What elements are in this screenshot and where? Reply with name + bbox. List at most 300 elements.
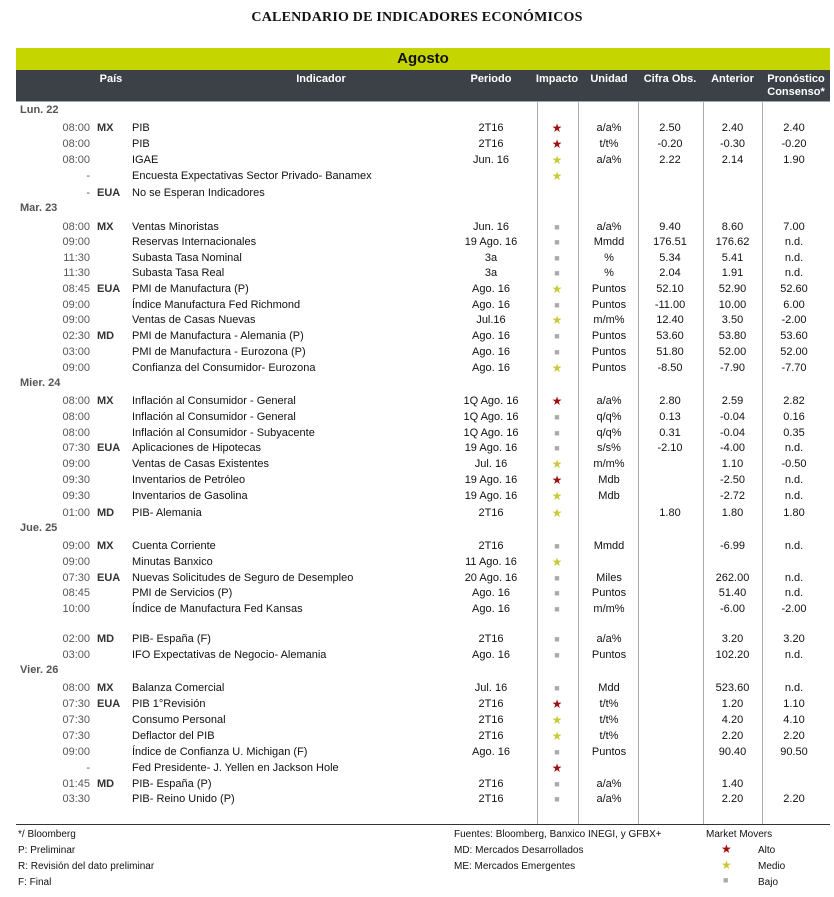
impact-low-square-icon: ■ <box>554 747 560 757</box>
table-row <box>16 632 830 646</box>
row-forecast: n.d. <box>784 682 804 694</box>
row-forecast: 52.00 <box>780 346 808 358</box>
table-row <box>16 602 830 616</box>
impact-low-square-icon: ■ <box>554 347 560 357</box>
row-forecast: 6.00 <box>783 299 805 311</box>
row-period: 3a <box>484 252 498 264</box>
row-unit: a/a% <box>596 122 622 134</box>
row-indicator: Aplicaciones de Hipotecas <box>132 442 262 454</box>
row-indicator: Balanza Comercial <box>132 682 225 694</box>
table-row <box>16 489 830 503</box>
row-forecast: 53.60 <box>780 330 808 342</box>
row-unit: Mdb <box>598 490 620 502</box>
row-period: Jun. 16 <box>472 221 510 233</box>
row-time: 09:00 <box>62 746 90 758</box>
row-forecast: 1.10 <box>783 698 805 710</box>
legend-medio: Medio <box>758 861 786 872</box>
row-time: 09:30 <box>62 474 90 486</box>
row-time: 03:30 <box>62 793 90 805</box>
row-previous: 2.20 <box>721 793 744 805</box>
table-row <box>16 506 830 520</box>
impact-mid-star-icon: ★ <box>551 282 563 296</box>
note-bloomberg: */ Bloomberg <box>18 829 76 840</box>
row-unit: t/t% <box>599 698 619 710</box>
row-unit: Mdb <box>598 474 620 486</box>
row-forecast: n.d. <box>784 540 804 552</box>
row-time: 09:00 <box>62 556 90 568</box>
table-row <box>16 282 830 296</box>
table-row <box>16 345 830 359</box>
row-unit: q/q% <box>596 427 622 439</box>
row-previous: 1.80 <box>721 507 744 519</box>
header-periodo: Periodo <box>470 73 512 85</box>
row-unit: t/t% <box>599 138 619 150</box>
row-indicator: Inflación al Consumidor - General <box>132 395 296 407</box>
table-row <box>16 394 830 408</box>
row-previous: 90.40 <box>718 746 747 758</box>
row-unit: a/a% <box>596 793 622 805</box>
row-period: 2T16 <box>478 793 504 805</box>
row-period: 2T16 <box>478 138 504 150</box>
row-time: 08:00 <box>62 221 90 233</box>
footer-md: MD: Mercados Desarrollados <box>454 845 584 856</box>
note-final: F: Final <box>18 877 52 888</box>
row-unit: m/m% <box>593 603 625 615</box>
table-row <box>16 329 830 343</box>
row-indicator: Inflación al Consumidor - General <box>132 411 296 423</box>
row-time: 09:00 <box>62 458 90 470</box>
impact-low-square-icon: ■ <box>554 268 560 278</box>
row-observed: -2.10 <box>657 442 683 454</box>
table-row <box>16 539 830 553</box>
impact-mid-star-icon: ★ <box>551 457 563 471</box>
row-unit: m/m% <box>593 314 625 326</box>
row-previous: -0.04 <box>719 411 746 423</box>
impact-low-square-icon: ■ <box>554 650 560 660</box>
row-time: 02:30 <box>62 330 90 342</box>
row-forecast: 2.20 <box>783 730 805 742</box>
row-forecast: n.d. <box>784 474 804 486</box>
day-label: Mier. 24 <box>20 377 61 389</box>
month-banner: Agosto <box>16 48 830 70</box>
row-period: Ago. 16 <box>472 299 510 311</box>
table-row <box>16 220 830 234</box>
row-previous: -6.00 <box>719 603 746 615</box>
row-time: - <box>86 762 90 774</box>
row-unit: a/a% <box>596 395 622 407</box>
row-time: 09:00 <box>62 236 90 248</box>
table-row <box>16 586 830 600</box>
impact-high-star-icon: ★ <box>551 137 563 151</box>
row-previous: 4.20 <box>721 714 744 726</box>
day-label: Vier. 26 <box>20 664 59 676</box>
row-observed: 2.50 <box>659 122 681 134</box>
row-unit: Puntos <box>591 283 627 295</box>
row-indicator: No se Esperan Indicadores <box>132 187 265 199</box>
table-row <box>16 361 830 375</box>
row-time: 01:00 <box>62 507 90 519</box>
row-period: 2T16 <box>478 507 504 519</box>
row-observed: -11.00 <box>654 299 686 311</box>
row-previous: 262.00 <box>715 572 750 584</box>
table-row <box>16 410 830 424</box>
footer-me: ME: Mercados Emergentes <box>454 861 576 872</box>
row-country: MD <box>97 633 115 645</box>
row-indicator: Inventarios de Gasolina <box>132 490 248 502</box>
table-row <box>16 251 830 265</box>
table-row <box>16 313 830 327</box>
table-row <box>16 186 830 200</box>
impact-mid-star-icon: ★ <box>551 153 563 167</box>
row-previous: 51.40 <box>718 587 747 599</box>
row-previous: 102.20 <box>715 649 750 661</box>
row-forecast: n.d. <box>784 649 804 661</box>
row-forecast: -0.20 <box>781 138 807 150</box>
footer-market-movers: Market Movers <box>706 829 773 840</box>
row-country: MD <box>97 778 115 790</box>
row-forecast: n.d. <box>784 236 804 248</box>
row-previous: 1.10 <box>721 458 744 470</box>
row-indicator: Índice Manufactura Fed Richmond <box>132 299 301 311</box>
table-row <box>16 457 830 471</box>
row-period: 2T16 <box>478 540 504 552</box>
impact-high-star-icon: ★ <box>551 697 563 711</box>
row-country: EUA <box>97 698 121 710</box>
row-time: 03:00 <box>62 649 90 661</box>
row-observed: 5.34 <box>659 252 681 264</box>
row-indicator: Minutas Banxico <box>132 556 213 568</box>
row-unit: a/a% <box>596 633 622 645</box>
row-observed: 2.80 <box>659 395 681 407</box>
table-row <box>16 792 830 806</box>
row-unit: a/a% <box>596 154 622 166</box>
row-unit: a/a% <box>596 221 622 233</box>
row-period: 2T16 <box>478 730 504 742</box>
row-previous: -2.50 <box>719 474 746 486</box>
row-previous: 52.00 <box>718 346 747 358</box>
row-previous: -0.30 <box>719 138 746 150</box>
row-time: 09:00 <box>62 362 90 374</box>
row-unit: q/q% <box>596 411 622 423</box>
row-time: 11:30 <box>63 252 90 264</box>
row-forecast: n.d. <box>784 252 804 264</box>
row-previous: 3.50 <box>721 314 744 326</box>
table-row <box>16 761 830 775</box>
table-row <box>16 235 830 249</box>
row-indicator: Inventarios de Petróleo <box>132 474 246 486</box>
table-row <box>16 137 830 151</box>
row-country: EUA <box>97 572 121 584</box>
row-unit: Puntos <box>591 299 627 311</box>
row-time: 08:45 <box>62 587 90 599</box>
table-row <box>16 153 830 167</box>
row-forecast: -2.00 <box>781 603 807 615</box>
row-indicator: Subasta Tasa Nominal <box>132 252 242 264</box>
row-period: 2T16 <box>478 633 504 645</box>
table-row <box>16 729 830 743</box>
row-period: 20 Ago. 16 <box>464 572 518 584</box>
row-forecast: 7.00 <box>783 221 805 233</box>
row-country: MX <box>97 540 114 552</box>
impact-high-star-icon: ★ <box>551 473 563 487</box>
row-indicator: PIB- Reino Unido (P) <box>132 793 235 805</box>
row-period: 2T16 <box>478 714 504 726</box>
header-unidad: Unidad <box>590 73 628 85</box>
row-forecast: 0.16 <box>783 411 805 423</box>
row-observed: 9.40 <box>659 221 681 233</box>
row-period: 19 Ago. 16 <box>464 490 518 502</box>
row-time: 07:30 <box>62 442 90 454</box>
row-country: MX <box>97 122 114 134</box>
row-indicator: PIB- España (F) <box>132 633 211 645</box>
row-time: 11:30 <box>63 267 90 279</box>
row-indicator: PMI de Manufactura (P) <box>132 283 249 295</box>
impact-low-square-icon: ■ <box>554 237 560 247</box>
row-unit: % <box>604 267 614 279</box>
row-period: 11 Ago. 16 <box>465 556 517 568</box>
table-row <box>16 555 830 569</box>
impact-low-square-icon: ■ <box>554 604 560 614</box>
row-indicator: PIB- España (P) <box>132 778 212 790</box>
row-time: 07:30 <box>62 730 90 742</box>
row-observed: 0.31 <box>659 427 681 439</box>
row-indicator: Inflación al Consumidor - Subyacente <box>132 427 315 439</box>
row-period: 1Q Ago. 16 <box>463 427 519 439</box>
row-unit: Mmdd <box>593 540 625 552</box>
row-time: 10:00 <box>62 603 90 615</box>
row-period: Jul. 16 <box>474 682 508 694</box>
row-forecast: 2.82 <box>783 395 805 407</box>
row-time: 09:00 <box>62 314 90 326</box>
row-period: Ago. 16 <box>472 649 510 661</box>
row-forecast: 2.20 <box>783 793 805 805</box>
row-forecast: n.d. <box>784 490 804 502</box>
row-time: 07:30 <box>62 698 90 710</box>
impact-low-square-icon: ■ <box>554 588 560 598</box>
impact-low-square-icon: ■ <box>554 428 560 438</box>
row-indicator: Subasta Tasa Real <box>132 267 225 279</box>
row-observed: 12.40 <box>656 314 684 326</box>
row-time: 08:00 <box>62 138 90 150</box>
impact-mid-star-icon: ★ <box>551 555 563 569</box>
row-previous: 52.90 <box>718 283 747 295</box>
row-time: 09:00 <box>62 299 90 311</box>
header-anterior: Anterior <box>711 73 754 85</box>
day-label: Mar. 23 <box>20 202 58 214</box>
footer <box>16 824 830 888</box>
row-period: 19 Ago. 16 <box>464 442 518 454</box>
row-forecast: n.d. <box>784 442 804 454</box>
impact-low-square-icon: ■ <box>554 541 560 551</box>
row-indicator: IFO Expectativas de Negocio- Alemania <box>132 649 327 661</box>
row-period: Ago. 16 <box>472 330 510 342</box>
impact-low-square-icon: ■ <box>554 253 560 263</box>
row-previous: -4.00 <box>719 442 746 454</box>
row-indicator: IGAE <box>132 154 159 166</box>
legend-low-square-icon: ■ <box>723 875 729 885</box>
impact-low-square-icon: ■ <box>554 300 560 310</box>
row-time: 08:00 <box>62 427 90 439</box>
header-indicador: Indicador <box>296 73 346 85</box>
impact-mid-star-icon: ★ <box>551 489 563 503</box>
row-indicator: PMI de Manufactura - Eurozona (P) <box>132 346 306 358</box>
row-unit: m/m% <box>593 458 625 470</box>
row-indicator: Confianza del Consumidor- Eurozona <box>132 362 316 374</box>
impact-mid-star-icon: ★ <box>551 506 563 520</box>
row-forecast: n.d. <box>784 267 804 279</box>
header-cifra: Cifra Obs. <box>643 73 697 85</box>
row-forecast: n.d. <box>784 572 804 584</box>
row-country: EUA <box>97 187 121 199</box>
impact-mid-star-icon: ★ <box>551 313 563 327</box>
row-indicator: PMI de Servicios (P) <box>132 587 233 599</box>
row-period: Jun. 16 <box>472 154 510 166</box>
day-label: Jue. 25 <box>20 522 58 534</box>
row-forecast: -7.70 <box>781 362 807 374</box>
row-previous: 2.59 <box>721 395 744 407</box>
row-forecast: 0.35 <box>783 427 805 439</box>
row-observed: 2.22 <box>659 154 681 166</box>
row-time: 03:00 <box>62 346 90 358</box>
row-indicator: Deflactor del PIB <box>132 730 215 742</box>
legend-high-star-icon: ★ <box>721 842 732 856</box>
row-unit: Puntos <box>591 330 627 342</box>
row-time: 08:00 <box>62 395 90 407</box>
impact-mid-star-icon: ★ <box>551 713 563 727</box>
row-time: 07:30 <box>62 714 90 726</box>
row-period: Ago. 16 <box>472 603 510 615</box>
note-revision: R: Revisión del dato preliminar <box>18 861 155 872</box>
row-previous: 8.60 <box>721 221 744 233</box>
row-period: 1Q Ago. 16 <box>463 411 519 423</box>
row-time: 08:00 <box>62 154 90 166</box>
row-forecast: 4.10 <box>783 714 805 726</box>
row-period: 2T16 <box>478 122 504 134</box>
row-unit: Mdd <box>598 682 620 694</box>
impact-low-square-icon: ■ <box>554 412 560 422</box>
row-time: 08:00 <box>62 411 90 423</box>
row-indicator: Fed Presidente- J. Yellen en Jackson Hole <box>132 762 339 774</box>
row-period: Ago. 16 <box>472 746 510 758</box>
table-header <box>16 70 830 101</box>
impact-low-square-icon: ■ <box>554 794 560 804</box>
impact-mid-star-icon: ★ <box>551 169 563 183</box>
table-row <box>16 298 830 312</box>
row-observed: 52.10 <box>656 283 684 295</box>
row-indicator: PIB <box>132 122 150 134</box>
row-observed: 2.04 <box>659 267 681 279</box>
impact-high-star-icon: ★ <box>551 394 563 408</box>
row-previous: 2.40 <box>721 122 744 134</box>
row-time: 08:00 <box>62 682 90 694</box>
row-country: EUA <box>97 283 121 295</box>
row-country: MX <box>97 395 114 407</box>
row-time: - <box>86 187 90 199</box>
row-previous: 3.20 <box>721 633 744 645</box>
table-row <box>16 571 830 585</box>
row-previous: -7.90 <box>719 362 746 374</box>
row-indicator: PIB 1°Revisión <box>132 698 206 710</box>
impact-low-square-icon: ■ <box>554 683 560 693</box>
row-period: 19 Ago. 16 <box>464 474 518 486</box>
row-unit: Puntos <box>591 649 627 661</box>
impact-low-square-icon: ■ <box>554 634 560 644</box>
row-forecast: 1.90 <box>783 154 805 166</box>
impact-high-star-icon: ★ <box>551 121 563 135</box>
row-observed: 0.13 <box>659 411 681 423</box>
impact-low-square-icon: ■ <box>554 443 560 453</box>
row-unit: Puntos <box>591 746 627 758</box>
impact-mid-star-icon: ★ <box>551 729 563 743</box>
impact-high-star-icon: ★ <box>551 761 563 775</box>
table-row <box>16 697 830 711</box>
row-previous: 1.91 <box>721 267 744 279</box>
row-previous: 1.40 <box>721 778 744 790</box>
row-observed: -0.20 <box>657 138 683 150</box>
row-unit: Puntos <box>591 362 627 374</box>
table-row <box>16 121 830 135</box>
header-pronostico: Pronóstico Consenso* <box>767 73 825 98</box>
row-time: 07:30 <box>62 572 90 584</box>
row-indicator: Cuenta Corriente <box>132 540 216 552</box>
note-preliminar: P: Preliminar <box>18 845 76 856</box>
table-row <box>16 777 830 791</box>
row-previous: -0.04 <box>719 427 746 439</box>
row-country: MX <box>97 682 114 694</box>
row-indicator: Ventas de Casas Existentes <box>132 458 269 470</box>
day-label: Lun. 22 <box>20 104 59 116</box>
row-country: MD <box>97 507 115 519</box>
row-forecast: 3.20 <box>783 633 805 645</box>
row-period: 1Q Ago. 16 <box>463 395 519 407</box>
row-unit: t/t% <box>599 730 619 742</box>
row-indicator: PIB <box>132 138 150 150</box>
row-period: Ago. 16 <box>472 362 510 374</box>
header-impacto: Impacto <box>535 73 579 85</box>
table-row <box>16 169 830 183</box>
row-previous: 523.60 <box>715 682 750 694</box>
row-indicator: Índice de Confianza U. Michigan (F) <box>132 746 308 758</box>
row-indicator: Consumo Personal <box>132 714 226 726</box>
row-unit: t/t% <box>599 714 619 726</box>
row-period: 2T16 <box>478 778 504 790</box>
row-forecast: n.d. <box>784 587 804 599</box>
row-unit: % <box>604 252 614 264</box>
row-country: MX <box>97 221 114 233</box>
impact-low-square-icon: ■ <box>554 779 560 789</box>
row-unit: Puntos <box>591 587 627 599</box>
table-row <box>16 473 830 487</box>
row-period: 3a <box>484 267 498 279</box>
table-row <box>16 713 830 727</box>
table-row <box>16 681 830 695</box>
row-unit: s/s% <box>597 442 621 454</box>
row-forecast: -2.00 <box>781 314 807 326</box>
row-time: 08:00 <box>62 122 90 134</box>
legend-bajo: Bajo <box>758 877 779 888</box>
row-period: Ago. 16 <box>472 346 510 358</box>
row-forecast: 52.60 <box>780 283 808 295</box>
row-previous: 176.62 <box>715 236 750 248</box>
table-row <box>16 441 830 455</box>
row-forecast: -0.50 <box>781 458 807 470</box>
row-period: 2T16 <box>478 698 504 710</box>
row-indicator: Ventas Minoristas <box>132 221 219 233</box>
row-unit: Miles <box>596 572 622 584</box>
row-period: Ago. 16 <box>472 283 510 295</box>
page-title: CALENDARIO DE INDICADORES ECONÓMICOS <box>251 10 583 25</box>
row-unit: a/a% <box>596 778 622 790</box>
